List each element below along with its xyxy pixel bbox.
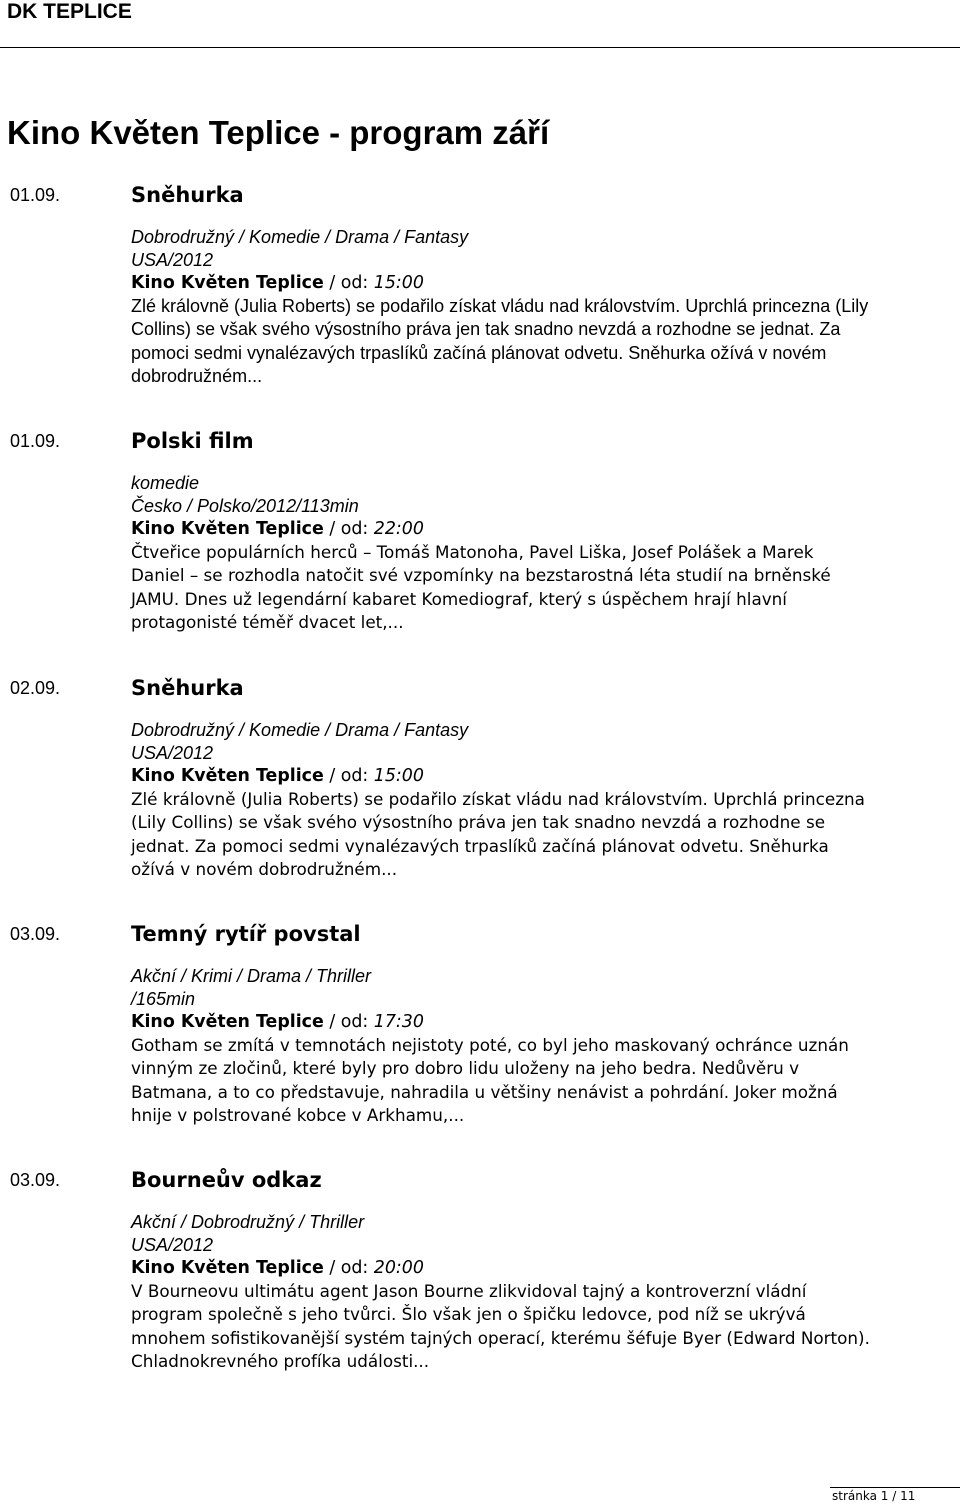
event-cinema: Kino Květen Teplice [131,519,324,539]
event-time-label: / od: [323,1012,374,1032]
header-divider [0,47,960,48]
event-details [131,677,871,881]
event-time-label: / od: [323,519,374,539]
site-name: DK TEPLICE [7,0,132,23]
event-time-label: / od: [323,1258,374,1278]
footer-divider [830,1487,960,1488]
page-number: stránka 1 / 11 [832,1489,916,1503]
event-time-label: / od: [323,766,374,786]
event-date: 02.09. [10,678,61,698]
event-date: 01.09. [10,185,61,205]
event-details [131,430,871,634]
page-title: Kino Květen Teplice - program září [7,114,550,151]
event-showtime [131,272,871,295]
event-origin: USA/2012 [131,250,214,270]
event-description: Čtveřice populárních herců – Tomáš Matonoha, Pavel Liška, Josef Polášek a Marek Daniel – se rozhodla natočit své vzpomínky na bezstarostná léta studií na brněnské JAMU. Dnes už legendární kabaret Komediograf, který s úspěchem hrají hlavní protagonisté téměř dvacet let,... [131,542,831,632]
event-showtime [131,1011,871,1034]
event-showtime [131,765,871,788]
event-details [131,184,871,388]
event-cinema: Kino Květen Teplice [131,1258,324,1278]
event-details [131,1169,871,1373]
event-description: Zlé královně (Julia Roberts) se podařilo získat vládu nad královstvím. Uprchlá princezna (Lily Collins) se však svého výsostního práva jen tak snadno nevzdá a rozhodne se jednat. Za pomoci sedmi vynalézavých trpaslíků začíná plánovat odvetu. Sněhurka ožívá v novém dobrodružném... [131,789,865,879]
event-description: V Bourneovu ultimátu agent Jason Bourne zlikvidoval tajný a kontroverzní vládní program společně s jeho tvůrci. Šlo však jen o špičku ledovce, pod níž se ukrývá mnohem sofistikovanější systém tajných operací, kterému šéfuje Byer (Edward Norton). Chladnokrevného profíka události... [131,1281,870,1371]
event-origin: USA/2012 [131,1235,214,1255]
event-cinema: Kino Květen Teplice [131,273,324,293]
event-time: 22:00 [373,519,424,539]
event-title: Polski film [131,429,254,453]
event-showtime [131,1257,871,1280]
event-details [131,923,871,1127]
event-time: 20:00 [373,1258,424,1278]
event-genre: Akční / Krimi / Drama / Thriller [131,966,372,986]
event-title: Bourneův odkaz [131,1168,322,1192]
event-genre: Dobrodružný / Komedie / Drama / Fantasy [131,227,469,247]
event-genre: Dobrodružný / Komedie / Drama / Fantasy [131,720,469,740]
site-header [0,0,960,50]
event-date: 03.09. [10,924,61,944]
event-title: Sněhurka [131,183,244,207]
event-cinema: Kino Květen Teplice [131,766,324,786]
event-time-label: / od: [323,273,374,293]
event-showtime [131,518,871,541]
event-genre: komedie [131,473,200,493]
event-origin: USA/2012 [131,743,214,763]
event-description: Zlé královně (Julia Roberts) se podařilo získat vládu nad královstvím. Uprchlá princezna (Lily Collins) se však svého výsostního práva jen tak snadno nevzdá a rozhodne se jednat. Za pomoci sedmi vynalézavých trpaslíků začíná plánovat odvetu. Sněhurka ožívá v novém dobrodružném... [131,296,869,386]
event-time: 15:00 [373,273,424,293]
event-description: Gotham se zmítá v temnotách nejistoty poté, co byl jeho maskovaný ochránce uznán vinným ze zločinů, které byly pro dobro lidu uloženy na jeho bedra. Nedůvěru v Batmana, a to co představuje, nahradila u většiny nenávist a pohrdání. Joker možná hnije v polstrované kobce v Arkhamu,... [131,1035,849,1125]
event-time: 15:00 [373,766,424,786]
event-cinema: Kino Květen Teplice [131,1012,324,1032]
event-date: 03.09. [10,1170,61,1190]
event-title: Temný rytíř povstal [131,922,361,946]
event-title: Sněhurka [131,676,244,700]
event-genre: Akční / Dobrodružný / Thriller [131,1212,365,1232]
event-origin: /165min [131,989,196,1009]
event-origin: Česko / Polsko/2012/113min [131,496,359,516]
event-date: 01.09. [10,431,61,451]
event-time: 17:30 [373,1012,424,1032]
